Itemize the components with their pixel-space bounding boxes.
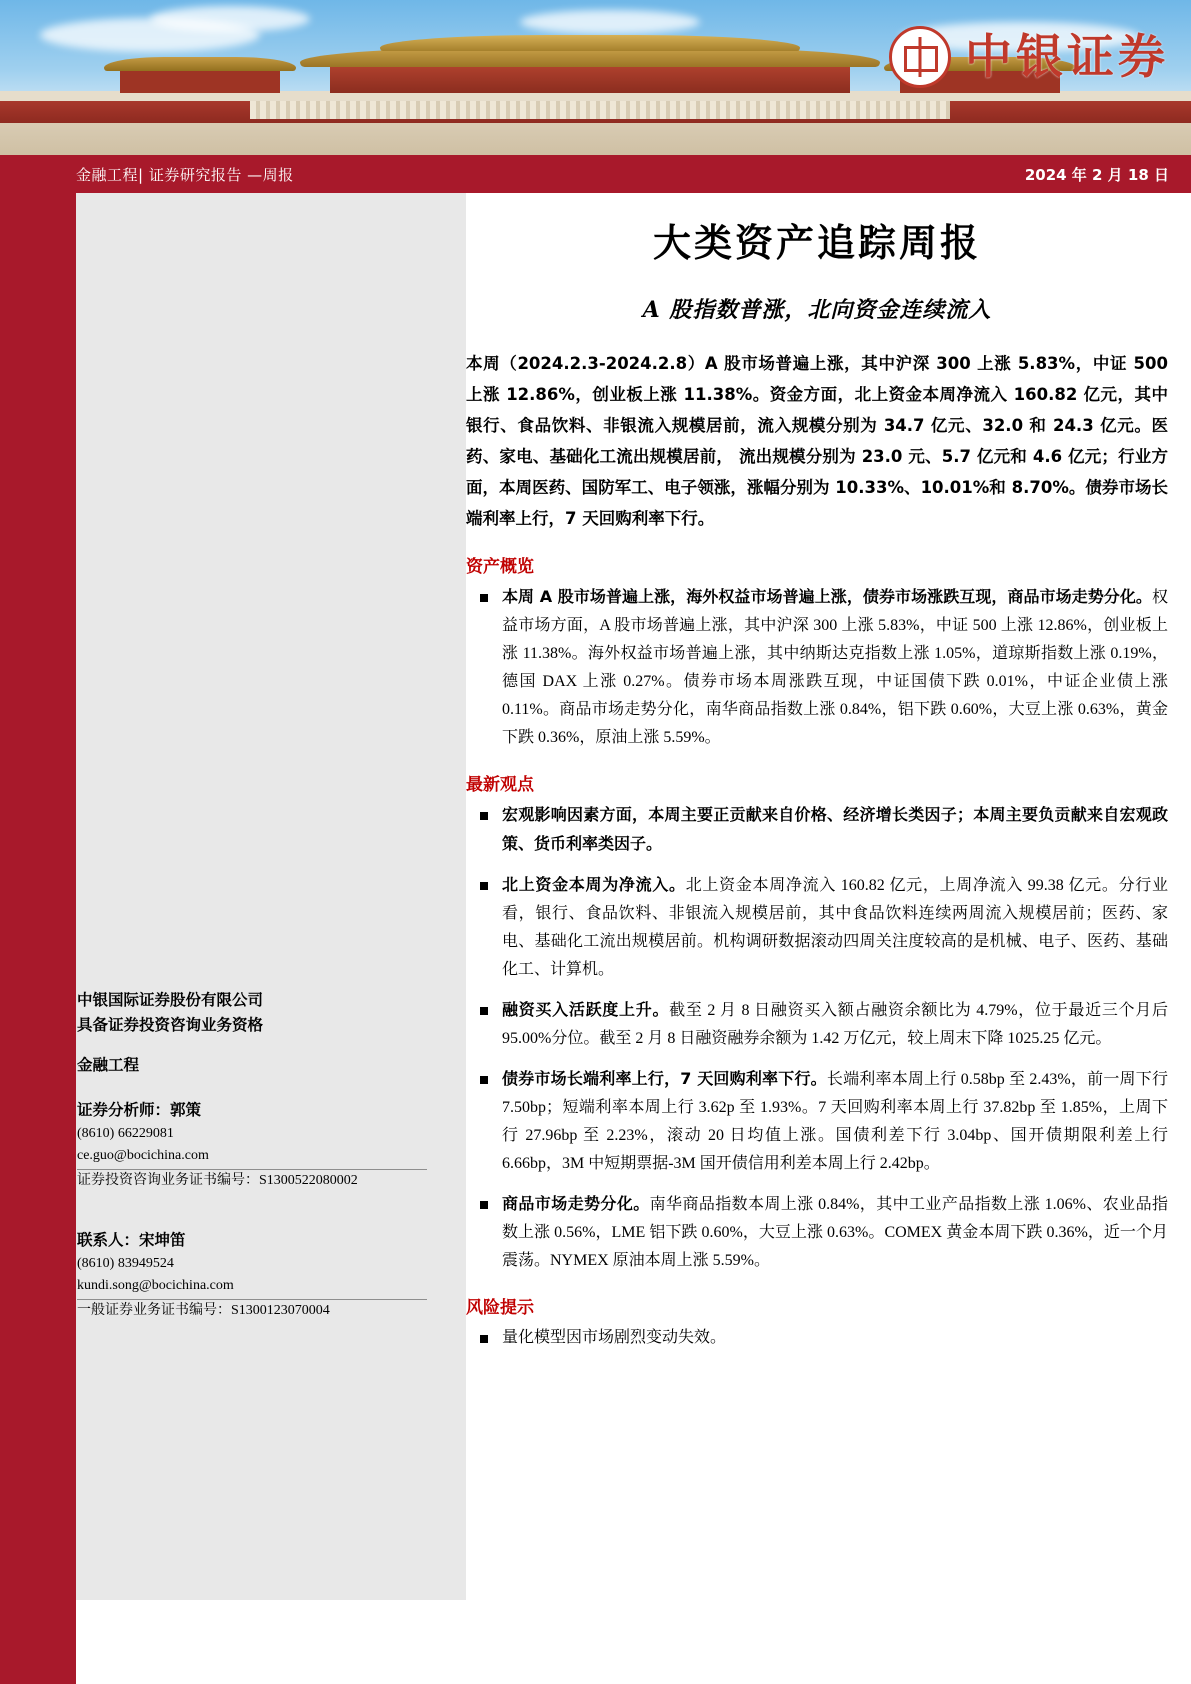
analyst-email[interactable]: ce.guo@bocichina.com [77,1148,209,1163]
railing-shape [250,101,950,119]
bullet-lead: 北上资金本周为净流入。 [502,875,686,894]
cloud-decoration [520,10,700,34]
bullet-body: 截至 2 月 8 日融资买入额占融资余额比为 4.79%，位于最近三个月后 95.00%分位。截至 2 月 8 日融资融券余额为 1.42 万亿元，较上周末下降 1025.25 亿元。 [502,1002,1168,1047]
company-name-line2: 具备证券投资咨询业务资格 [77,1016,264,1034]
analyst-license: 证券投资咨询业务证书编号：S1300522080002 [77,1173,358,1188]
bullet-lead: 商品市场走势分化。 [502,1194,650,1213]
plaza-shape [0,121,1191,155]
list-item [466,871,1168,984]
bullet-list-asset-overview [466,583,1168,752]
bullet-body: 权益市场方面，A 股市场普遍上涨，其中沪深 300 上涨 5.83%，中证 500 上涨 12.86%，创业板上涨 11.38%。海外权益市场普遍上涨，其中纳斯达克指数上涨 1.05%，道琼斯指数上涨 0.19%，德国 DAX 上涨 0.27%。债券市场本周涨跌互现，中证国债下跌 0.01%，中证企业债上涨 0.11%。商品市场走势分化，南华商品指数上涨 0.84%，铝下跌 0.60%，大豆上涨 0.63%，黄金下跌 0.36%，原油上涨 5.59%。 [502,589,1168,746]
bullet-list-latest-views [466,801,1168,1275]
bullet-lead: 融资买入活跃度上升。 [502,1000,670,1019]
section-heading-asset-overview: 资产概览 [466,557,534,577]
list-item [466,996,1168,1053]
left-pavilion [120,69,280,93]
report-meta-bar [0,155,1191,193]
bullet-body: 长端利率本周上行 0.58bp 至 2.43%，前一周下行 7.50bp；短端利率本周上行 3.62p 至 1.93%。7 天回购利率本周上行 37.82bp 至 1.85%，上周下行 27.96bp 至 2.23%，滚动 20 日均值上涨。国债利差下行 3.04bp、国开债期限利差上行 6.66bp，3M 中短期票据-3M 国开债信用利差本周上行 2.42bp。 [502,1071,1168,1172]
report-date: 2024 年 2 月 18 日 [1024,166,1169,184]
list-item [466,1190,1168,1275]
bullet-list-risk-warning [466,1324,1168,1352]
left-pavilion-roof [104,57,296,71]
main-content [466,200,1168,1364]
section-heading-latest-views: 最新观点 [466,775,534,795]
abstract-paragraph: 本周（2024.2.3-2024.2.8）A 股市场普遍上涨，其中沪深 300 上涨 5.83%，中证 500 上涨 12.86%，创业板上涨 11.38%。资金方面，北上资金本周净流入 160.82 亿元，其中银行、食品饮料、非银流入规模居前，流入规模分别为 34.7 亿元、32.0 和 24.3 亿元。医药、家电、基础化工流出规模居前， 流出规模分别为 23.0 元、5.7 亿元和 4.6 亿元；行业方面，本周医药、国防军工、电子领涨，涨幅分别为 10.33%、10.01%和 8.70%。债券市场长端利率上行，7 天回购利率下行。 [466,354,1168,528]
department-label: 金融工程 [77,1056,140,1074]
contact-phone: (8610) 83949524 [77,1256,174,1271]
boci-logo-icon [889,26,951,88]
list-item [466,801,1168,859]
contact-email[interactable]: kundi.song@bocichina.com [77,1278,234,1293]
report-category: 金融工程| 证券研究报告 —周报 [76,166,294,184]
company-name-line1: 中银国际证券股份有限公司 [77,991,264,1009]
bullet-lead: 宏观影响因素方面，本周主要正贡献来自价格、经济增长类因子；本周主要负贡献来自宏观政策、货币利率类因子。 [502,805,1168,853]
analyst-name: 证券分析师：郭策 [77,1101,202,1119]
contact-name: 联系人：宋坤笛 [77,1231,186,1249]
bullet-lead: 本周 A 股市场普遍上涨，海外权益市场普遍上涨，债券市场涨跌互现，商品市场走势分化。 [502,587,1152,606]
bullet-lead: 债券市场长端利率上行，7 天回购利率下行。 [502,1069,827,1088]
brand-logo [889,26,1169,88]
brand-name: 中银证券 [965,29,1169,85]
list-item [466,1065,1168,1178]
bullet-body: 北上资金本周净流入 160.82 亿元，上周净流入 99.38 亿元。分行业看，银行、食品饮料、非银流入规模居前，其中食品饮料连续两周流入规模居前；医药、家电、基础化工流出规模居前。机构调研数据滚动四周关注度较高的是机械、电子、医药、基础化工、计算机。 [502,877,1168,978]
cloud-decoration [150,6,310,32]
list-item [466,1324,1168,1352]
left-red-spine [0,193,76,1684]
sidebar [76,193,466,1600]
header-banner [0,0,1191,155]
main-hall [330,63,850,93]
page-subtitle: A 股指数普涨，北向资金连续流入 [642,297,992,323]
main-hall-upper-roof [380,35,800,51]
bullet-lead: 量化模型因市场剧烈变动失效。 [502,1329,727,1346]
list-item [466,583,1168,752]
bullet-body: 南华商品指数本周上涨 0.84%，其中工业产品指数上涨 1.06%、农业品指数上涨 0.56%，LME 铝下跌 0.60%，大豆上涨 0.63%。COMEX 黄金本周下跌 0.36%，近一个月震荡。NYMEX 原油本周上涨 5.59%。 [502,1196,1168,1269]
analyst-phone: (8610) 66229081 [77,1126,174,1141]
contact-license: 一般证券业务证书编号：S1300123070004 [77,1303,330,1318]
page-title: 大类资产追踪周报 [652,221,981,265]
section-heading-risk-warning: 风险提示 [466,1298,534,1318]
